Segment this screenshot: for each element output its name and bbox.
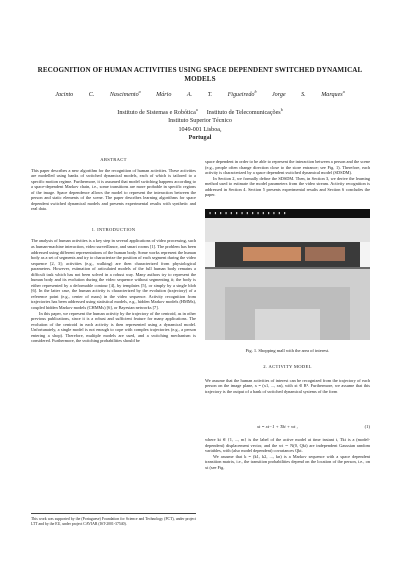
right-column-model	[205, 364, 370, 394]
activity-model-heading: 2. ACTIVITY MODEL	[263, 364, 312, 369]
introduction-paragraph-2: In this paper, we represent the human activity by the trajectory of the centroid, as in other previous publications, since it is a robust and sufficient feature for many applications. The evolution of the centroid in each activity is then represented using a dynamical model. Unfortunately, a single model is not enough to cope with complex trajectories (e.g., a person entering a shop). Therefore, multiple models are used, and a switching mechanism is considered. Furthermore, the switching probabilities should be	[31, 310, 196, 344]
model-paragraph-1: We assume that the human activities of interest can be recognized from the trajectory of each person on the image plane, x = (x1, ..., xn), with xt ∈ R². Furthermore, we assume that this trajectory is the output of a bank of switched dynamical systems of the form	[205, 377, 370, 394]
institution: Instituto Superior Técnico	[168, 118, 232, 125]
country: Portugal	[188, 135, 212, 142]
figure-caption: Fig. 1. Shopping mall with the area of interest.	[245, 348, 330, 353]
affiliations: Instituto de Sistemas e Robótica$^a$ Instituto de Telecomunicações$^b$ Instituto Superior Técnico 1049-001 Lisboa, Portugal	[30, 106, 370, 143]
author-3: Jorge S. Marques$^a$	[271, 89, 345, 99]
right-column-bottom	[205, 437, 370, 470]
figure-hud-bar	[205, 209, 370, 218]
affiliation-a: Instituto de Sistemas e Robótica	[117, 110, 196, 117]
right-column-top	[205, 159, 370, 198]
affiliation-b: Instituto de Telecomunicações	[206, 110, 281, 117]
author-2: Mário A. T. Figueiredo$^b$	[156, 89, 257, 99]
model-paragraph-2: where kt ∈ {1, ..., m} is the label of the active model at time instant t, Tkt is a (model-dependent) displacement vector, and the wt ∼ N(0, Qkt) are independent Gaussian random variables, with (also model dependent) covariances Qkt.	[205, 437, 370, 454]
equation-expression: xt = xt−1 + Tkt + wt ,	[257, 424, 298, 429]
introduction-paragraph-1: The analysis of human activities is a key step in several applications of video processing, such as human-machine interaction, video surveillance, and smart rooms [1]. The problem has been addressed using different representations of the human body. Some works represent the human body as a set of segments and try to characterize the position of each segment during the video sequence [2, 3]; activities (e.g., walking) are then characterized from physiological parameters. However, estimation of articulated models of the full human body remains a difficult task which has not been solved in a robust way. Many authors try to represent the human body and its evolution during the video sequence without segmenting it; the body is either represented by a deformable contour [4], by templates [5], or simply by a single blob [6]. In the latter case, the human activity is characterized by the evolution (trajectory) of a reference point (e.g., center of mass) in the video sequence. Activity recognition from trajectories has been addressed using statistical models, e.g., hidden Markov models (HMMs), coupled hidden Markov models (CHMMs) [6], or Bayesian networks [7].	[31, 238, 196, 311]
footnote: This work was supported by the (Portuguese) Foundation for Science and Technology (FCT), under project LTT and by the EU, under project CAVIAR (IST-2001-37540).	[31, 513, 196, 526]
author-list	[30, 89, 370, 98]
figure-hud-text: ▮ ▮ ▮ ▮ ▮ ▮ ▮ ▮ ▮ ▮ ▮ ▮ ▮ ▮ ▮	[209, 211, 287, 215]
abstract-text: This paper describes a new algorithm for the recognition of human activities. These activities are modelled using banks of switched dynamical models, each of which is tailored to a specific motion regime. Furthermore, it is assumed that model switching happens according to a space-dependent Markov chain, i.e., some transitions are more probable in specific regions of the image. Space dependence allows the model to represent the interaction between the person and static elements of the scene. The paper describes learning algorithms for space dependent switched dynamical models and presents experimental results with synthetic and real data.	[31, 167, 196, 212]
city: 1049-001 Lisboa,	[178, 126, 222, 133]
right-paragraph-2: In Section 2, we formally define the SDSDM. Then, in Section 3, we derive the learning method used to estimate the model parameters from the video stream. Activity recognition is addressed in Section 4. Section 5 presents experimental results and Section 6 concludes the paper.	[205, 175, 370, 198]
figure-shopping-mall-image	[205, 209, 370, 340]
right-paragraph-1: space dependent in order to be able to represent the interaction between a person and the scene (e.g., people often change direction close to the store entrance; see Fig. 1). Therefore, each activity is characterized by a space dependent switched dynamical model (SDSDM).	[205, 159, 370, 176]
equation-number: (1)	[364, 424, 370, 429]
left-column	[31, 157, 196, 344]
paper-title: RECOGNITION OF HUMAN ACTIVITIES USING SPACE DEPENDENT SWITCHED DYNAMICAL MODELS	[37, 66, 363, 83]
model-paragraph-3: We assume that k = (k1, k2, ..., kn) is a Markov sequence with a space dependent transition matrix, i.e., the transition probabilities depend on the location of the person, i.e., on xt (see Fig.	[205, 453, 370, 470]
abstract-heading: ABSTRACT	[100, 157, 127, 162]
author-1: Jacinto C. Nascimento$^a$	[55, 89, 141, 99]
introduction-heading: 1. INTRODUCTION	[91, 226, 136, 232]
